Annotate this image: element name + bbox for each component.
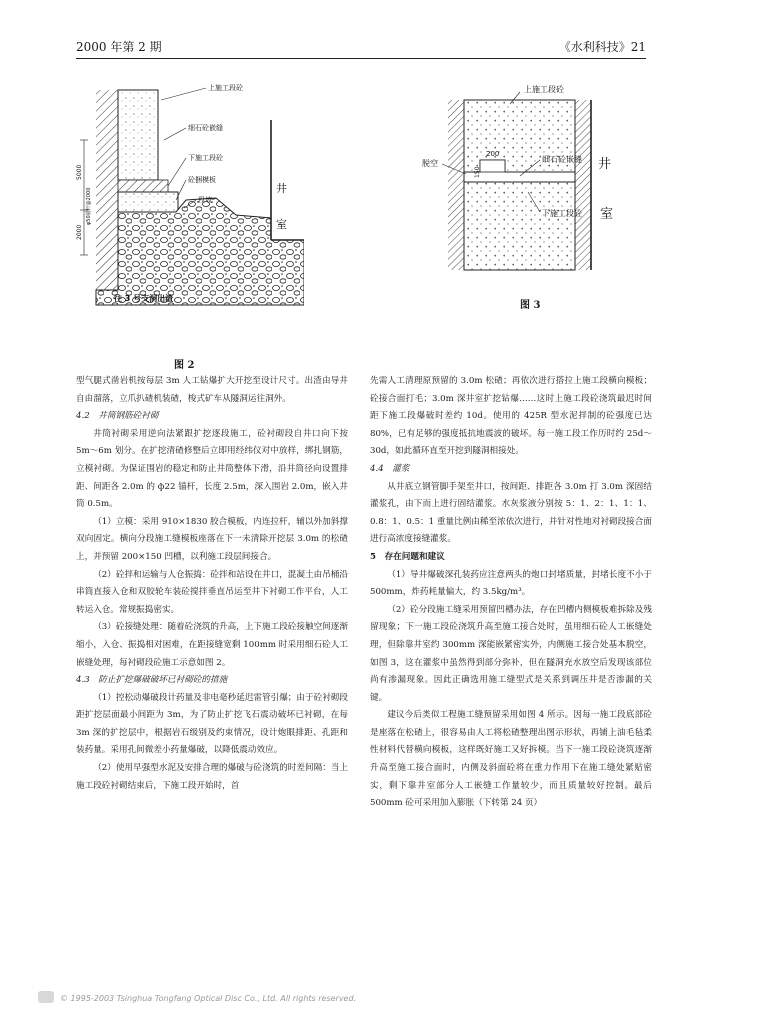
fig2-label-bottom-note: 往 3 号支洞出渣 bbox=[114, 294, 174, 303]
paragraph: 先需人工清理原预留的 3.0m 松碴；再依次进行搭拉上施工段横向模板；砼接合面打毛；3.0m 深井室扩挖钻爆……这时上施工段砼浇筑最迟时间距下施工段爆破时差约 10d。使用的 425R 型水泥拌制的砼强度已达 80%，已有足够的强度抵抗地震波的破坏。每一施工段工作历时约 25d～30d，如此循环直至开挖到隧洞相接处。 bbox=[370, 376, 652, 457]
fig2-label-slope: 段坡 bbox=[198, 196, 212, 204]
fig3-label-well: 井 bbox=[598, 157, 612, 172]
paragraph: （1）立模：采用 910×1830 胶合模板，内连拉杆，辅以外加斜撑双向固定。横向分段施工缝模板座落在下一未清除开挖层 3.0m 的松碴上，并预留 200×150 凹槽，以利施工段层间接合。 bbox=[76, 516, 348, 562]
fig2-label-lower-concrete: 下施工段砼 bbox=[188, 154, 223, 162]
fig2-label-fine-aggregate: 细石砼嵌缝 bbox=[188, 124, 223, 132]
rock-wall bbox=[96, 90, 118, 290]
left-column bbox=[76, 373, 348, 795]
paragraph: 型气腿式凿岩机按每层 3m 人工钻爆扩大开挖至设计尺寸。出渣由导井自由溜落，立爪扒碴机装碴，梭式矿车从隧洞运往洞外。 bbox=[76, 376, 348, 404]
section-heading: 4.3 防止扩挖爆破破坏已衬砌砼的措施 bbox=[76, 675, 228, 686]
paragraph: （2）砼分段施工缝采用预留凹槽办法，存在凹槽内侧模板难拆除及残留现象；下一施工段砼浇筑升高至施工接合处时，虽用细石砼人工嵌缝处理，但除靠井室约 300mm 深能嵌紧密实外，内侧施工接合处基本脱空，如图 3，这在灌浆中虽然得到部分弥补，但在隧洞充水放空后发现该部位尚有渗漏现象。因此正确选用施工缝型式是关系到调压井是否渗漏的关键。 bbox=[370, 604, 652, 703]
copyright-footer: © 1995-2003 Tsinghua Tongfang Optical Disc Co., Ltd. All rights reserved. bbox=[60, 994, 357, 1003]
paragraph: （3）砼接缝处理：随着砼浇筑的升高，上下施工段砼接触空间逐渐缩小，入仓、振捣相对困难，在距接缝宽剩 100mm 时采用细石砼人工嵌缝处理，每衬砌段砼施工示意如图 2。 bbox=[76, 622, 348, 668]
figure-2-caption: 图 2 bbox=[174, 360, 195, 371]
paragraph: 井筒衬砌采用逆向法紧跟扩挖逐段施工，砼衬砌段自井口向下按 5m～6m 划分。在扩挖清碴修整后立即用经纬仪对中放样，绑扎钢筋，立模衬砌。为保证围岩的稳定和防止井筒整体下滑，沿井筒径向设置排距、间距各 2.0m 的 ф22 锚杆，长度 2.5m，深入围岩 2.0m，嵌入井筒 0.5m。 bbox=[76, 428, 348, 510]
paragraph: （1）控松动爆破段计药量及非电毫秒延迟雷管引爆；由于砼衬砌段距扩挖层面最小间距为 3m，为了防止扩挖飞石震动破坏已衬砌，在每 3m 深的扩挖层中，根据岩石级别及约束情况，设计炮眼排距、孔距和装药量。采用孔间微差小药量爆破，以降低震动效应。 bbox=[76, 692, 348, 756]
figure-3 bbox=[420, 82, 630, 277]
fig2-label-formwork: 砼捆模板 bbox=[188, 176, 216, 184]
journal-title-page: 《水利科技》21 bbox=[558, 40, 646, 54]
fig2-dim-upper: 5000 bbox=[76, 164, 83, 180]
figure-2 bbox=[76, 80, 304, 342]
lower-lining bbox=[118, 192, 178, 212]
fig3-dim-200: 200 bbox=[486, 150, 500, 158]
fig2-label-room: 室 bbox=[276, 218, 287, 231]
header-rule bbox=[76, 58, 646, 59]
muck-pile bbox=[96, 198, 304, 305]
fig2-label-well: 井 bbox=[276, 182, 287, 195]
fine-aggregate-zone bbox=[118, 180, 168, 192]
paragraph: （2）砼拌和运输与人仓振捣：砼拌和站设在井口，混凝土由吊桶沿串筒直接入仓和双胶轮车装砼搅拌垂直吊运至井下衬砌工作平台，人工转运入仓。常规振捣密实。 bbox=[76, 569, 348, 615]
fig2-dim-mid: φ50锚杆@2000 bbox=[86, 187, 92, 225]
fig3-label-top-concrete: 上施工段砼 bbox=[524, 85, 564, 94]
right-column bbox=[370, 373, 652, 813]
paragraph: （2）使用早强型水泥及安排合理的爆破与砼浇筑的时差间隔：当上施工段砼衬砌结束后，下施工段开始时，首 bbox=[76, 763, 348, 791]
fig3-label-room: 室 bbox=[600, 207, 614, 222]
publisher-logo bbox=[38, 991, 54, 1003]
paragraph: （1）导井爆破深孔装药应注意两头的炮口封堵质量，封堵长度不小于 500mm，炸药耗量偏大，约 3.5kg/m³。 bbox=[370, 569, 652, 598]
upper-lining bbox=[118, 90, 158, 180]
journal-issue: 2000 年第 2 期 bbox=[76, 40, 162, 54]
fig2-label-top-concrete: 上施工段砼 bbox=[208, 84, 243, 92]
section-heading: 5 存在问题和建议 bbox=[370, 551, 445, 562]
paragraph: 从井底立钢管脚手架至井口，按间距、排距各 3.0m 打 3.0m 深固结灌浆孔，由下而上进行固结灌浆。水灰浆液分别按 5：1、2：1、1：1、0.8：1、0.5：1 重量比例由稀至浓依次进行，并针对性地对衬砌段接合面进行高浓度接缝灌浆。 bbox=[370, 481, 652, 545]
figure-3-caption: 图 3 bbox=[520, 300, 541, 311]
section-heading: 4.4 灌浆 bbox=[370, 463, 410, 474]
section-heading: 4.2 井筒钢筋砼衬砌 bbox=[76, 411, 159, 422]
fig2-dim-lower: 2000 bbox=[76, 224, 83, 240]
fig3-dim-150: 150 bbox=[474, 166, 481, 178]
fig3-label-void: 脱空 bbox=[422, 159, 438, 168]
fig3-label-fine-aggregate: 细石砼嵌缝 bbox=[542, 155, 582, 164]
fig3-label-lower-concrete: 下施工段砼 bbox=[542, 209, 582, 218]
paragraph: 建议今后类似工程施工缝预留采用如图 4 所示。因每一施工段底部砼是座落在松碴上，很容易由人工将松碴整理出图示形状，再铺上油毛毡柔性材料代替横向模板，这样既好施工又好拆模。当下一施工段砼浇筑逐渐升高至施工接合面时，内侧及斜面砼将在重力作用下在施工缝处紧贴密实，剩下靠井室部分人工嵌缝工作量较少，而且质量较好控制。最后 500mm 砼可采用加入膨胀（下转第 24 页） bbox=[370, 710, 652, 809]
